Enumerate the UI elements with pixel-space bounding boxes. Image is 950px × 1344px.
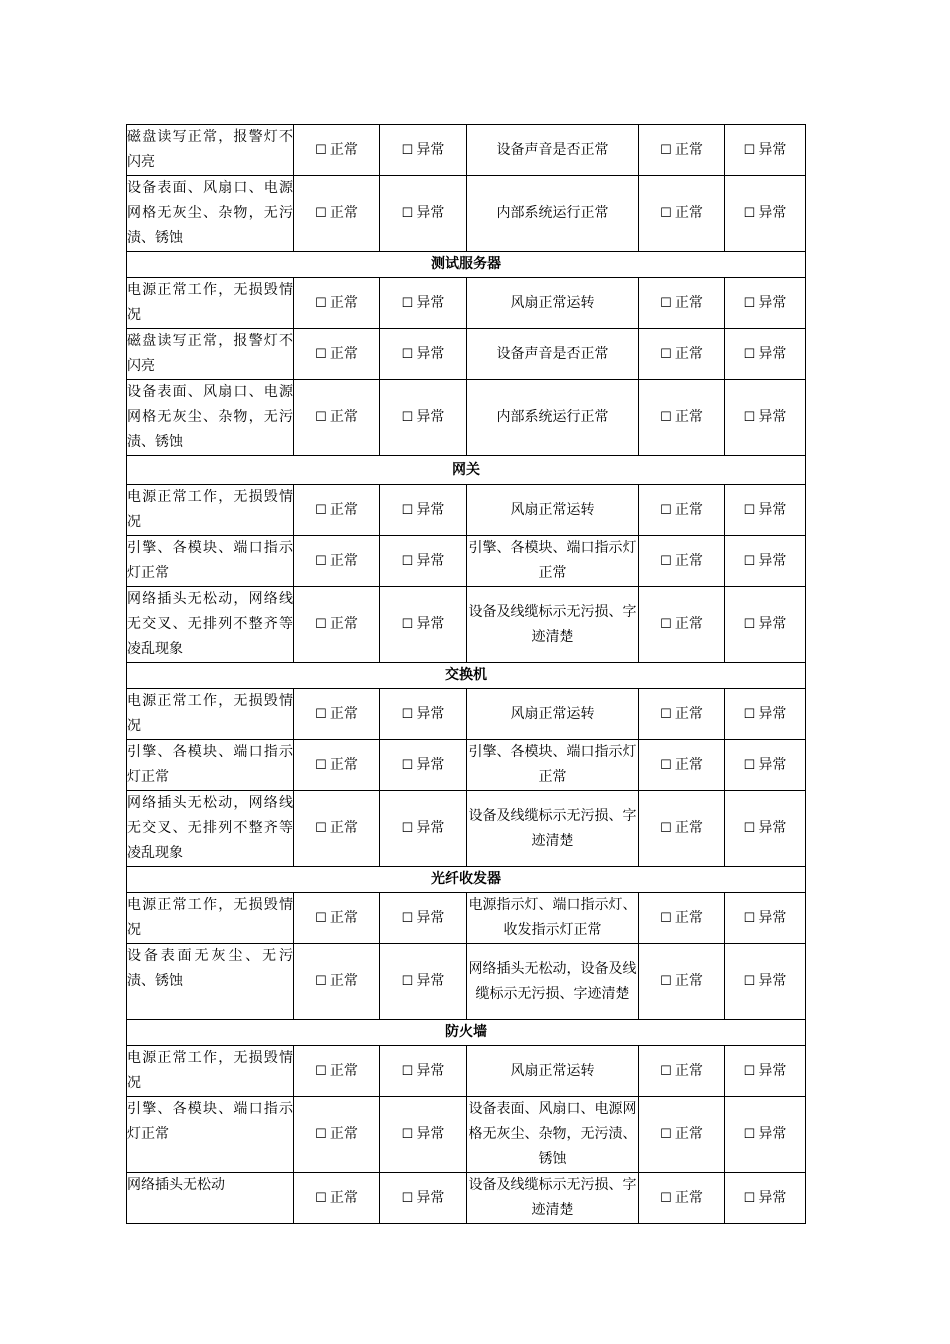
checkbox-icon[interactable]: ☐ bbox=[401, 821, 414, 836]
checkbox-icon[interactable]: ☐ bbox=[743, 821, 756, 836]
normal-option-2-label: 正常 bbox=[674, 616, 703, 632]
normal-option-label: 正常 bbox=[329, 1062, 358, 1079]
abnormal-option-2-label: 异常 bbox=[758, 756, 787, 773]
section-header-row bbox=[127, 252, 806, 278]
normal-option-2-label: 正常 bbox=[674, 141, 703, 158]
check-item-text: 磁盘读写正常，报警灯不闪亮 bbox=[127, 329, 294, 380]
checkbox-icon[interactable]: ☐ bbox=[401, 553, 414, 569]
abnormal-option-2-label: 异常 bbox=[758, 552, 787, 569]
checkbox-icon[interactable]: ☐ bbox=[401, 617, 414, 632]
normal-option-label: 正常 bbox=[329, 205, 358, 221]
check-item-text: 设备表面、风扇口、电源网格无灰尘、杂物，无污渍、锈蚀 bbox=[127, 380, 294, 456]
checkbox-icon[interactable]: ☐ bbox=[401, 410, 414, 425]
check-item-text-2: 设备声音是否正常 bbox=[467, 329, 639, 380]
check-item-text: 电源正常工作，无损毁情况 bbox=[127, 689, 294, 740]
normal-option-label: 正常 bbox=[329, 1189, 358, 1206]
section-title: 光纤收发器 bbox=[127, 867, 806, 893]
checkbox-icon[interactable]: ☐ bbox=[660, 821, 672, 836]
checkbox-icon[interactable]: ☐ bbox=[660, 502, 672, 518]
section-header-row bbox=[127, 456, 806, 485]
check-item-text-2: 设备声音是否正常 bbox=[467, 125, 639, 176]
checkbox-icon[interactable]: ☐ bbox=[315, 1063, 327, 1079]
abnormal-option-label: 异常 bbox=[416, 1062, 445, 1079]
table-row bbox=[127, 125, 806, 176]
normal-option-label: 正常 bbox=[329, 345, 358, 362]
checkbox-icon[interactable]: ☐ bbox=[315, 142, 327, 158]
table-row bbox=[127, 944, 806, 1020]
checkbox-icon[interactable]: ☐ bbox=[401, 142, 414, 158]
inspection-table bbox=[126, 124, 806, 1224]
abnormal-option-2-label: 异常 bbox=[758, 1126, 787, 1142]
abnormal-option-label: 异常 bbox=[416, 756, 445, 773]
normal-option-cell bbox=[294, 176, 380, 252]
check-item-text: 网络插头无松动，网络线无交叉、无排列不整齐等凌乱现象 bbox=[127, 587, 294, 663]
checkbox-icon[interactable]: ☐ bbox=[401, 346, 414, 362]
checkbox-icon[interactable]: ☐ bbox=[660, 206, 672, 221]
normal-option-2-label: 正常 bbox=[674, 205, 703, 221]
normal-option-cell bbox=[294, 1046, 380, 1097]
check-item-text: 设备表面、风扇口、电源网格无灰尘、杂物，无污渍、锈蚀 bbox=[127, 176, 294, 252]
checkbox-icon[interactable]: ☐ bbox=[401, 1190, 414, 1206]
check-item-text-2: 风扇正常运转 bbox=[467, 278, 639, 329]
normal-option-2-label: 正常 bbox=[674, 501, 703, 518]
table-row bbox=[127, 893, 806, 944]
table-row bbox=[127, 329, 806, 380]
check-item-text: 电源正常工作，无损毁情况 bbox=[127, 1046, 294, 1097]
abnormal-option-cell bbox=[380, 740, 467, 791]
check-item-text: 网络插头无松动，网络线无交叉、无排列不整齐等凌乱现象 bbox=[127, 791, 294, 867]
normal-option-label: 正常 bbox=[329, 294, 358, 311]
normal-option-cell bbox=[294, 944, 380, 1020]
normal-option-2-cell bbox=[639, 893, 725, 944]
abnormal-option-cell bbox=[380, 485, 467, 536]
normal-option-2-cell bbox=[639, 278, 725, 329]
table-row bbox=[127, 740, 806, 791]
table-row bbox=[127, 791, 806, 867]
checkbox-icon[interactable]: ☐ bbox=[743, 1063, 756, 1079]
checkbox-icon[interactable]: ☐ bbox=[660, 974, 672, 989]
check-item-text: 设备表面无灰尘、无污渍、锈蚀 bbox=[127, 944, 294, 1020]
normal-option-2-label: 正常 bbox=[674, 909, 703, 926]
checkbox-icon[interactable]: ☐ bbox=[315, 974, 327, 989]
abnormal-option-2-label: 异常 bbox=[758, 141, 787, 158]
checkbox-icon[interactable]: ☐ bbox=[401, 1127, 414, 1142]
abnormal-option-cell bbox=[380, 278, 467, 329]
normal-option-cell bbox=[294, 125, 380, 176]
abnormal-option-2-cell bbox=[725, 485, 806, 536]
checkbox-icon[interactable]: ☐ bbox=[315, 910, 327, 926]
checkbox-icon[interactable]: ☐ bbox=[660, 1127, 672, 1142]
checkbox-icon[interactable]: ☐ bbox=[743, 206, 756, 221]
abnormal-option-cell bbox=[380, 893, 467, 944]
normal-option-label: 正常 bbox=[329, 820, 358, 836]
checkbox-icon[interactable]: ☐ bbox=[660, 1063, 672, 1079]
checkbox-icon[interactable]: ☐ bbox=[743, 1190, 756, 1206]
checkbox-icon[interactable]: ☐ bbox=[743, 502, 756, 518]
checkbox-icon[interactable]: ☐ bbox=[401, 295, 414, 311]
abnormal-option-2-cell bbox=[725, 1173, 806, 1224]
abnormal-option-2-cell bbox=[725, 689, 806, 740]
normal-option-label: 正常 bbox=[329, 552, 358, 569]
check-item-text-2: 网络插头无松动，设备及线缆标示无污损、字迹清楚 bbox=[467, 944, 639, 1020]
normal-option-2-cell bbox=[639, 125, 725, 176]
normal-option-2-label: 正常 bbox=[674, 973, 703, 989]
checkbox-icon[interactable]: ☐ bbox=[401, 502, 414, 518]
checkbox-icon[interactable]: ☐ bbox=[401, 1063, 414, 1079]
normal-option-label: 正常 bbox=[329, 973, 358, 989]
abnormal-option-2-label: 异常 bbox=[758, 1189, 787, 1206]
normal-option-2-label: 正常 bbox=[674, 1062, 703, 1079]
checkbox-icon[interactable]: ☐ bbox=[743, 410, 756, 425]
abnormal-option-2-label: 异常 bbox=[758, 1062, 787, 1079]
abnormal-option-label: 异常 bbox=[416, 294, 445, 311]
abnormal-option-2-label: 异常 bbox=[758, 501, 787, 518]
table-row bbox=[127, 536, 806, 587]
normal-option-2-cell bbox=[639, 1173, 725, 1224]
checkbox-icon[interactable]: ☐ bbox=[743, 617, 756, 632]
check-item-text-2: 风扇正常运转 bbox=[467, 689, 639, 740]
checkbox-icon[interactable]: ☐ bbox=[401, 706, 414, 722]
abnormal-option-2-label: 异常 bbox=[758, 345, 787, 362]
abnormal-option-label: 异常 bbox=[416, 1126, 445, 1142]
abnormal-option-2-label: 异常 bbox=[758, 205, 787, 221]
abnormal-option-cell bbox=[380, 329, 467, 380]
abnormal-option-label: 异常 bbox=[416, 973, 445, 989]
checkbox-icon[interactable]: ☐ bbox=[315, 1190, 327, 1206]
checkbox-icon[interactable]: ☐ bbox=[401, 757, 414, 773]
check-item-text: 磁盘读写正常，报警灯不闪亮 bbox=[127, 125, 294, 176]
abnormal-option-2-label: 异常 bbox=[758, 409, 787, 425]
check-item-text: 电源正常工作，无损毁情况 bbox=[127, 893, 294, 944]
checkbox-icon[interactable]: ☐ bbox=[315, 410, 327, 425]
checkbox-icon[interactable]: ☐ bbox=[401, 206, 414, 221]
checkbox-icon[interactable]: ☐ bbox=[315, 295, 327, 311]
checkbox-icon[interactable]: ☐ bbox=[660, 706, 672, 722]
table-row bbox=[127, 485, 806, 536]
abnormal-option-cell bbox=[380, 791, 467, 867]
normal-option-cell bbox=[294, 536, 380, 587]
check-item-text-2: 内部系统运行正常 bbox=[467, 176, 639, 252]
check-item-text-2: 设备及线缆标示无污损、字迹清楚 bbox=[467, 791, 639, 867]
normal-option-label: 正常 bbox=[329, 909, 358, 926]
abnormal-option-label: 异常 bbox=[416, 409, 445, 425]
checkbox-icon[interactable]: ☐ bbox=[743, 706, 756, 722]
normal-option-cell bbox=[294, 278, 380, 329]
checkbox-icon[interactable]: ☐ bbox=[315, 553, 327, 569]
abnormal-option-2-label: 异常 bbox=[758, 909, 787, 926]
checkbox-icon[interactable]: ☐ bbox=[315, 617, 327, 632]
table-row bbox=[127, 176, 806, 252]
abnormal-option-2-cell bbox=[725, 1046, 806, 1097]
checkbox-icon[interactable]: ☐ bbox=[401, 974, 414, 989]
normal-option-cell bbox=[294, 791, 380, 867]
checkbox-icon[interactable]: ☐ bbox=[315, 757, 327, 773]
abnormal-option-label: 异常 bbox=[416, 345, 445, 362]
checkbox-icon[interactable]: ☐ bbox=[660, 410, 672, 425]
normal-option-cell bbox=[294, 329, 380, 380]
abnormal-option-2-cell bbox=[725, 740, 806, 791]
abnormal-option-cell bbox=[380, 125, 467, 176]
normal-option-label: 正常 bbox=[329, 141, 358, 158]
abnormal-option-2-cell bbox=[725, 380, 806, 456]
check-item-text: 网络插头无松动 bbox=[127, 1173, 294, 1224]
normal-option-2-cell bbox=[639, 380, 725, 456]
abnormal-option-2-cell bbox=[725, 278, 806, 329]
check-item-text-2: 内部系统运行正常 bbox=[467, 380, 639, 456]
abnormal-option-2-label: 异常 bbox=[758, 973, 787, 989]
normal-option-2-label: 正常 bbox=[674, 1126, 703, 1142]
checkbox-icon[interactable]: ☐ bbox=[743, 1127, 756, 1142]
abnormal-option-label: 异常 bbox=[416, 141, 445, 158]
checkbox-icon[interactable]: ☐ bbox=[660, 617, 672, 632]
checkbox-icon[interactable]: ☐ bbox=[660, 1190, 672, 1206]
check-item-text: 引擎、各模块、端口指示灯正常 bbox=[127, 1097, 294, 1173]
abnormal-option-label: 异常 bbox=[416, 909, 445, 926]
normal-option-2-label: 正常 bbox=[674, 294, 703, 311]
normal-option-2-cell bbox=[639, 587, 725, 663]
normal-option-2-cell bbox=[639, 944, 725, 1020]
abnormal-option-2-label: 异常 bbox=[758, 616, 787, 632]
check-item-text-2: 电源指示灯、端口指示灯、收发指示灯正常 bbox=[467, 893, 639, 944]
section-header-row bbox=[127, 867, 806, 893]
abnormal-option-2-label: 异常 bbox=[758, 294, 787, 311]
table-row bbox=[127, 1097, 806, 1173]
abnormal-option-2-cell bbox=[725, 1097, 806, 1173]
normal-option-2-cell bbox=[639, 740, 725, 791]
check-item-text: 电源正常工作，无损毁情况 bbox=[127, 278, 294, 329]
abnormal-option-cell bbox=[380, 536, 467, 587]
section-header-row bbox=[127, 663, 806, 689]
abnormal-option-2-label: 异常 bbox=[758, 820, 787, 836]
abnormal-option-2-cell bbox=[725, 587, 806, 663]
check-item-text: 引擎、各模块、端口指示灯正常 bbox=[127, 536, 294, 587]
normal-option-label: 正常 bbox=[329, 756, 358, 773]
normal-option-2-cell bbox=[639, 1046, 725, 1097]
checkbox-icon[interactable]: ☐ bbox=[743, 295, 756, 311]
normal-option-2-label: 正常 bbox=[674, 552, 703, 569]
checkbox-icon[interactable]: ☐ bbox=[660, 757, 672, 773]
table-row bbox=[127, 278, 806, 329]
abnormal-option-cell bbox=[380, 380, 467, 456]
normal-option-2-label: 正常 bbox=[674, 345, 703, 362]
normal-option-label: 正常 bbox=[329, 409, 358, 425]
normal-option-label: 正常 bbox=[329, 705, 358, 722]
abnormal-option-label: 异常 bbox=[416, 552, 445, 569]
abnormal-option-2-cell bbox=[725, 329, 806, 380]
checkbox-icon[interactable]: ☐ bbox=[660, 142, 672, 158]
normal-option-cell bbox=[294, 380, 380, 456]
checkbox-icon[interactable]: ☐ bbox=[315, 346, 327, 362]
abnormal-option-2-cell bbox=[725, 125, 806, 176]
abnormal-option-cell bbox=[380, 689, 467, 740]
checkbox-icon[interactable]: ☐ bbox=[660, 295, 672, 311]
checkbox-icon[interactable]: ☐ bbox=[660, 910, 672, 926]
table-row bbox=[127, 689, 806, 740]
abnormal-option-2-label: 异常 bbox=[758, 705, 787, 722]
normal-option-2-label: 正常 bbox=[674, 409, 703, 425]
abnormal-option-label: 异常 bbox=[416, 205, 445, 221]
checkbox-icon[interactable]: ☐ bbox=[743, 553, 756, 569]
checkbox-icon[interactable]: ☐ bbox=[315, 206, 327, 221]
check-item-text-2: 引擎、各模块、端口指示灯正常 bbox=[467, 536, 639, 587]
normal-option-2-label: 正常 bbox=[674, 820, 703, 836]
abnormal-option-cell bbox=[380, 1097, 467, 1173]
check-item-text-2: 设备及线缆标示无污损、字迹清楚 bbox=[467, 1173, 639, 1224]
check-item-text: 引擎、各模块、端口指示灯正常 bbox=[127, 740, 294, 791]
abnormal-option-label: 异常 bbox=[416, 616, 445, 632]
abnormal-option-2-cell bbox=[725, 176, 806, 252]
section-title: 网关 bbox=[127, 456, 806, 485]
table-row bbox=[127, 1173, 806, 1224]
normal-option-cell bbox=[294, 1097, 380, 1173]
checkbox-icon[interactable]: ☐ bbox=[743, 757, 756, 773]
abnormal-option-cell bbox=[380, 1173, 467, 1224]
checkbox-icon[interactable]: ☐ bbox=[401, 910, 414, 926]
normal-option-2-cell bbox=[639, 485, 725, 536]
abnormal-option-2-cell bbox=[725, 893, 806, 944]
checkbox-icon[interactable]: ☐ bbox=[315, 706, 327, 722]
normal-option-2-cell bbox=[639, 329, 725, 380]
abnormal-option-2-cell bbox=[725, 944, 806, 1020]
abnormal-option-cell bbox=[380, 176, 467, 252]
normal-option-2-cell bbox=[639, 689, 725, 740]
section-title: 测试服务器 bbox=[127, 252, 806, 278]
check-item-text-2: 引擎、各模块、端口指示灯正常 bbox=[467, 740, 639, 791]
abnormal-option-label: 异常 bbox=[416, 820, 445, 836]
checkbox-icon[interactable]: ☐ bbox=[315, 1127, 327, 1142]
abnormal-option-cell bbox=[380, 944, 467, 1020]
check-item-text-2: 设备及线缆标示无污损、字迹清楚 bbox=[467, 587, 639, 663]
normal-option-2-cell bbox=[639, 176, 725, 252]
abnormal-option-2-cell bbox=[725, 536, 806, 587]
checkbox-icon[interactable]: ☐ bbox=[315, 502, 327, 518]
abnormal-option-label: 异常 bbox=[416, 501, 445, 518]
normal-option-2-cell bbox=[639, 791, 725, 867]
abnormal-option-cell bbox=[380, 587, 467, 663]
normal-option-cell bbox=[294, 689, 380, 740]
checkbox-icon[interactable]: ☐ bbox=[660, 346, 672, 362]
table-row bbox=[127, 380, 806, 456]
normal-option-2-label: 正常 bbox=[674, 756, 703, 773]
normal-option-2-label: 正常 bbox=[674, 1189, 703, 1206]
checkbox-icon[interactable]: ☐ bbox=[743, 346, 756, 362]
normal-option-cell bbox=[294, 740, 380, 791]
normal-option-label: 正常 bbox=[329, 1126, 358, 1142]
check-item-text: 电源正常工作，无损毁情况 bbox=[127, 485, 294, 536]
check-item-text-2: 设备表面、风扇口、电源网格无灰尘、杂物，无污渍、锈蚀 bbox=[467, 1097, 639, 1173]
table-row bbox=[127, 587, 806, 663]
checkbox-icon[interactable]: ☐ bbox=[315, 821, 327, 836]
table-row bbox=[127, 1046, 806, 1097]
section-title: 防火墙 bbox=[127, 1020, 806, 1046]
checkbox-icon[interactable]: ☐ bbox=[743, 974, 756, 989]
normal-option-cell bbox=[294, 893, 380, 944]
normal-option-2-label: 正常 bbox=[674, 705, 703, 722]
checkbox-icon[interactable]: ☐ bbox=[660, 553, 672, 569]
normal-option-cell bbox=[294, 485, 380, 536]
normal-option-cell bbox=[294, 1173, 380, 1224]
abnormal-option-label: 异常 bbox=[416, 705, 445, 722]
normal-option-label: 正常 bbox=[329, 501, 358, 518]
section-title: 交换机 bbox=[127, 663, 806, 689]
check-item-text-2: 风扇正常运转 bbox=[467, 485, 639, 536]
check-item-text-2: 风扇正常运转 bbox=[467, 1046, 639, 1097]
checkbox-icon[interactable]: ☐ bbox=[743, 910, 756, 926]
normal-option-label: 正常 bbox=[329, 616, 358, 632]
abnormal-option-2-cell bbox=[725, 791, 806, 867]
abnormal-option-cell bbox=[380, 1046, 467, 1097]
normal-option-cell bbox=[294, 587, 380, 663]
section-header-row bbox=[127, 1020, 806, 1046]
checkbox-icon[interactable]: ☐ bbox=[743, 142, 756, 158]
normal-option-2-cell bbox=[639, 536, 725, 587]
abnormal-option-label: 异常 bbox=[416, 1189, 445, 1206]
normal-option-2-cell bbox=[639, 1097, 725, 1173]
